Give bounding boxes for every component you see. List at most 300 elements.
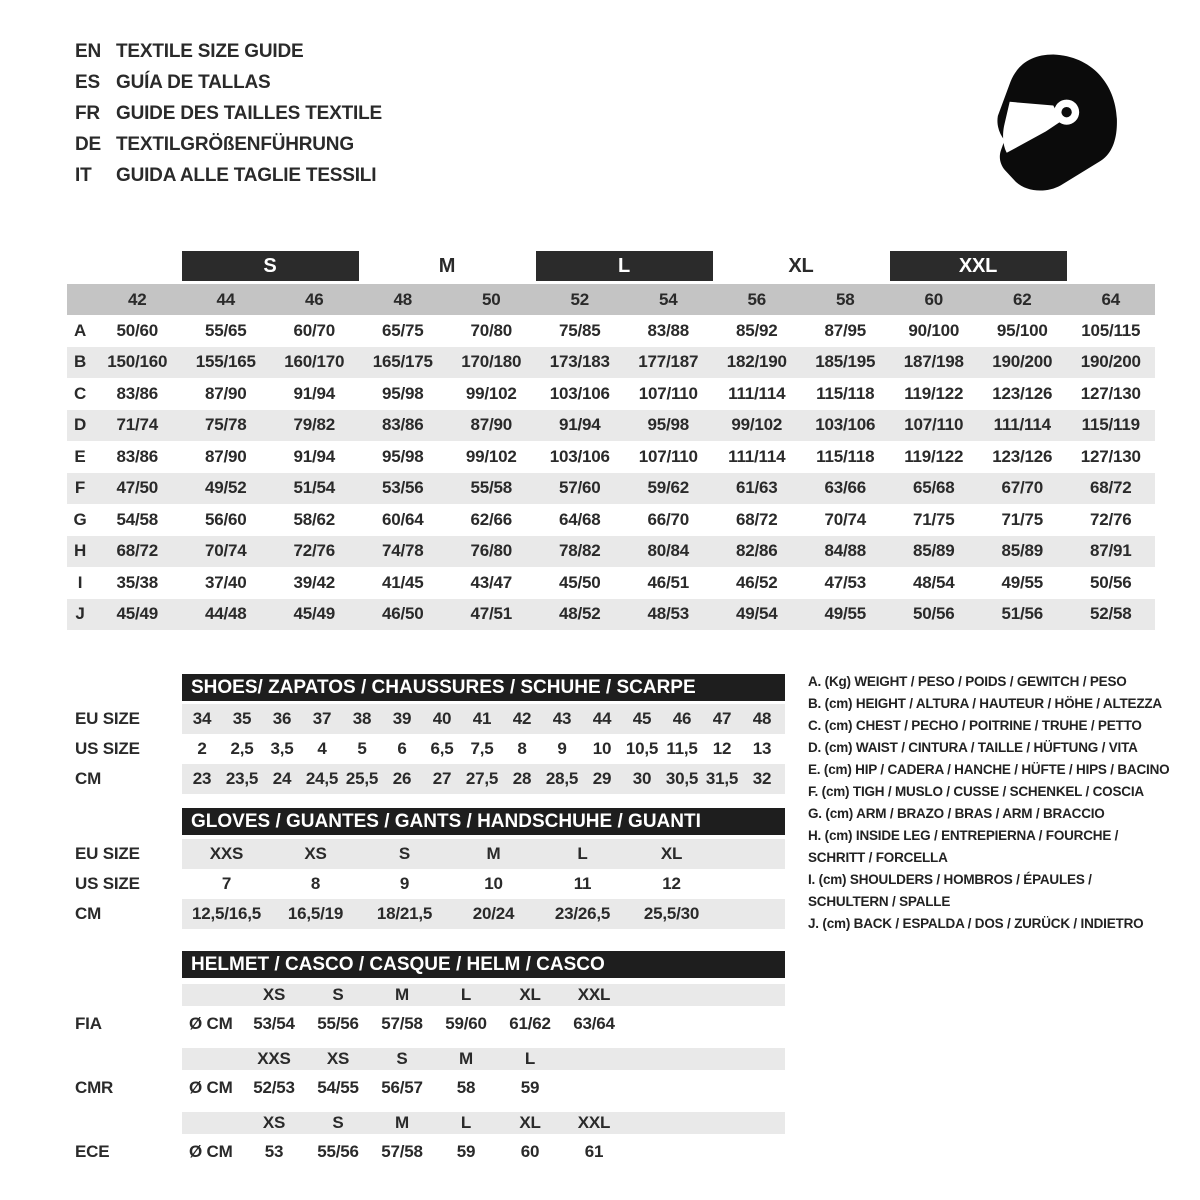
measurement-value: 60/70 <box>293 320 336 340</box>
size-54: 54 <box>658 289 678 309</box>
shoes-value: 11,5 <box>666 739 698 758</box>
measurement-value: 65/75 <box>381 320 424 340</box>
measurement-value: 43/47 <box>470 572 513 592</box>
legend-text: I. (cm) SHOULDERS / HOMBROS / ÉPAULES / <box>808 872 1092 887</box>
measurement-value: 87/95 <box>824 320 867 340</box>
measurement-value: 99/102 <box>465 383 517 403</box>
gloves-table-rows <box>75 839 795 929</box>
legend-item-h <box>808 825 1180 869</box>
language-title: TEXTILE SIZE GUIDE <box>116 40 304 62</box>
helmet-size-label: M <box>395 985 409 1004</box>
measurement-value: 61/63 <box>735 478 778 498</box>
gloves-value: 20/24 <box>472 904 515 923</box>
helmet-size-value: 56/57 <box>381 1078 423 1097</box>
gloves-row-label: US SIZE <box>75 874 140 893</box>
gloves-size-table <box>75 808 795 929</box>
measurement-value: 99/102 <box>731 415 783 435</box>
measurement-value: 68/72 <box>116 541 159 561</box>
gloves-row-label: CM <box>75 904 102 923</box>
gloves-row-cm <box>75 899 795 929</box>
measurement-value: 83/86 <box>381 415 424 435</box>
helmet-sizes-cells <box>182 1112 785 1134</box>
measurement-row-b <box>67 347 1155 379</box>
legend-item-i <box>808 869 1180 913</box>
shoes-value: 29 <box>592 769 612 788</box>
helmet-size-label: XL <box>519 1113 541 1132</box>
measurement-value: 41/45 <box>381 572 424 592</box>
measurement-value: 103/106 <box>549 383 610 403</box>
shoes-row-cells <box>182 734 785 764</box>
measurement-value: 62/66 <box>470 509 513 529</box>
gloves-value: 10 <box>484 874 503 893</box>
gloves-row-cells <box>182 869 785 899</box>
size-group-xxl: XXL <box>890 251 1067 281</box>
row-letter: D <box>73 415 87 435</box>
helmet-size-label: S <box>332 1113 344 1132</box>
helmet-size-label: L <box>524 1049 536 1068</box>
gloves-value: XL <box>660 844 683 863</box>
measurement-value: 95/98 <box>381 383 424 403</box>
measurement-value: 55/65 <box>204 320 247 340</box>
helmet-size-value: 61 <box>584 1142 604 1161</box>
shoes-value: 2,5 <box>230 739 254 758</box>
helmet-values-row-ece <box>75 1134 795 1170</box>
size-62: 62 <box>1012 289 1032 309</box>
measurement-value: 87/90 <box>204 446 247 466</box>
measurement-value: 46/51 <box>647 572 690 592</box>
helmet-size-label: XS <box>262 985 286 1004</box>
gloves-value: 23/26,5 <box>554 904 611 923</box>
size-group-row <box>67 251 1155 281</box>
measurement-value: 182/190 <box>726 352 787 372</box>
helmet-size-value: 59 <box>456 1142 476 1161</box>
shoes-value: 24 <box>272 769 292 788</box>
shoes-value: 46 <box>672 709 692 728</box>
racing-helmet-graphic <box>972 30 1142 215</box>
measurement-value: 91/94 <box>293 446 336 466</box>
size-44: 44 <box>216 289 235 309</box>
shoes-row-us-size <box>75 734 795 764</box>
measurement-value: 127/130 <box>1080 383 1141 403</box>
helmet-size-value: 55/56 <box>317 1014 359 1033</box>
gloves-value: 11 <box>573 874 592 893</box>
racing-helmet-icon <box>972 30 1142 215</box>
measurement-value: 50/60 <box>116 320 159 340</box>
measurement-value: 59/62 <box>647 478 690 498</box>
measurement-value: 82/86 <box>735 541 778 561</box>
gloves-row-cells <box>182 899 785 929</box>
measurement-value: 68/72 <box>1089 478 1132 498</box>
language-header <box>75 36 382 191</box>
measurement-value: 48/54 <box>912 572 955 592</box>
row-letter: F <box>74 478 86 498</box>
helmet-size-value: 59 <box>520 1078 540 1097</box>
gloves-value: S <box>398 844 411 863</box>
shoes-value: 6,5 <box>430 739 454 758</box>
legend-item-c <box>808 715 1180 737</box>
gloves-row-eu-size <box>75 839 795 869</box>
shoes-value: 9 <box>557 739 567 758</box>
shoes-value: 8 <box>517 739 527 758</box>
measurement-value: 107/110 <box>904 415 964 435</box>
measurement-value: 85/89 <box>912 541 955 561</box>
gloves-value: XS <box>304 844 327 863</box>
legend-text: SCHULTERN / SPALLE <box>808 894 951 909</box>
shoes-value: 36 <box>272 709 292 728</box>
measurement-value: 66/70 <box>647 509 690 529</box>
language-title: GUÍA DE TALLAS <box>116 71 271 93</box>
size-60: 60 <box>924 289 943 309</box>
shoes-table-rows <box>75 704 795 794</box>
measurement-value: 123/126 <box>992 446 1053 466</box>
measurement-value: 49/54 <box>735 604 778 624</box>
shoes-row-cells <box>182 704 785 734</box>
gloves-value: 8 <box>310 874 321 893</box>
measurement-value: 49/55 <box>824 604 867 624</box>
legend-text: B. (cm) HEIGHT / ALTURA / HAUTEUR / HÖHE / ALTEZZA <box>808 696 1162 711</box>
measurement-value: 39/42 <box>293 572 336 592</box>
row-letter: A <box>73 320 87 340</box>
helmet-standard-label: CMR <box>75 1078 114 1097</box>
helmet-size-value: 53/54 <box>253 1014 295 1033</box>
measurement-row-f <box>67 473 1155 505</box>
shoes-value: 47 <box>712 709 732 728</box>
row-letter: E <box>74 446 86 466</box>
measurement-value: 46/52 <box>735 572 778 592</box>
measurement-value: 49/55 <box>1001 572 1044 592</box>
helmet-size-table <box>75 951 795 1170</box>
measurement-value: 107/110 <box>638 383 698 403</box>
helmet-size-value: 59/60 <box>445 1014 487 1033</box>
gloves-table-title: GLOVES / GUANTES / GANTS / HANDSCHUHE / GUANTI <box>182 808 785 835</box>
shoes-table-title: SHOES/ ZAPATOS / CHAUSSURES / SCHUHE / SCARPE <box>182 674 785 701</box>
language-code: IT <box>75 164 92 186</box>
measurement-value: 45/49 <box>293 604 336 624</box>
measurement-value: 72/76 <box>293 541 336 561</box>
helmet-unit-label: Ø CM <box>189 1078 233 1097</box>
size-56: 56 <box>747 289 766 309</box>
measurement-value: 85/92 <box>735 320 778 340</box>
shoes-value: 34 <box>192 709 212 728</box>
size-group-m: M <box>438 254 456 277</box>
measurement-value: 50/56 <box>1089 572 1132 592</box>
shoes-value: 6 <box>397 739 407 758</box>
measurement-value: 91/94 <box>293 383 336 403</box>
helmet-sizes-row-ece <box>75 1112 795 1134</box>
helmet-size-label: XXL <box>577 1113 611 1132</box>
helmet-row-spacer <box>75 984 182 1006</box>
measurement-value: 49/52 <box>204 478 247 498</box>
row-letter: H <box>73 541 87 561</box>
shoes-value: 28 <box>512 769 532 788</box>
language-title: TEXTILGRÖßENFÜHRUNG <box>116 133 354 155</box>
shoes-value: 27 <box>432 769 452 788</box>
helmet-size-label: XXL <box>577 985 611 1004</box>
measurement-value: 48/52 <box>558 604 601 624</box>
helmet-table-rows <box>75 984 795 1170</box>
measurement-value: 123/126 <box>992 383 1053 403</box>
helmet-size-value: 57/58 <box>381 1142 423 1161</box>
measurement-row-j <box>67 599 1155 631</box>
measurement-value: 107/110 <box>638 446 698 466</box>
gloves-value: 7 <box>221 874 232 893</box>
legend-item-g <box>808 803 1180 825</box>
helmet-size-value: 52/53 <box>253 1078 295 1097</box>
measurement-value: 185/195 <box>815 352 876 372</box>
size-46: 46 <box>304 289 324 309</box>
legend-item-j <box>808 913 1180 935</box>
row-letter: C <box>73 383 87 403</box>
shoes-value: 38 <box>352 709 372 728</box>
shoes-row-label: EU SIZE <box>75 709 140 728</box>
shoes-value: 7,5 <box>470 739 494 758</box>
shoes-value: 24,5 <box>305 769 339 788</box>
gloves-value: M <box>486 844 501 863</box>
row-letter: J <box>75 604 85 624</box>
measurement-value: 71/74 <box>116 415 159 435</box>
measurement-value: 50/56 <box>912 604 955 624</box>
gloves-row-label: EU SIZE <box>75 844 140 863</box>
shoes-row-cm <box>75 764 795 794</box>
measurement-value: 45/49 <box>116 604 159 624</box>
shoes-row-cells <box>182 764 785 794</box>
shoes-value: 35 <box>232 709 252 728</box>
helmet-values-row-fia <box>75 1006 795 1042</box>
helmet-size-label: L <box>460 1113 472 1132</box>
shoes-value: 5 <box>357 739 367 758</box>
helmet-values-cells <box>182 1070 785 1106</box>
measurement-legend <box>808 671 1180 935</box>
language-row-en <box>75 36 382 67</box>
measurement-value: 190/200 <box>1080 352 1141 372</box>
measurement-row-a <box>67 315 1155 347</box>
language-code: DE <box>75 133 101 155</box>
helmet-values-row-cmr <box>75 1070 795 1106</box>
measurement-value: 150/160 <box>107 352 168 372</box>
helmet-size-label: XL <box>519 985 541 1004</box>
measurement-value: 95/98 <box>381 446 424 466</box>
shoes-value: 12 <box>712 739 732 758</box>
language-row-de <box>75 129 382 160</box>
measurement-value: 111/114 <box>728 446 786 466</box>
measurement-value: 76/80 <box>470 541 513 561</box>
measurement-value: 80/84 <box>647 541 690 561</box>
helmet-standard-label: FIA <box>75 1014 102 1033</box>
measurement-value: 84/88 <box>824 541 867 561</box>
helmet-size-label: XS <box>326 1049 350 1068</box>
language-title: GUIDA ALLE TAGLIE TESSILI <box>116 164 377 186</box>
helmet-size-label: L <box>460 985 472 1004</box>
measurement-value: 83/86 <box>116 383 159 403</box>
shoes-value: 41 <box>472 709 492 728</box>
helmet-size-value: 57/58 <box>381 1014 423 1033</box>
measurement-value: 78/82 <box>558 541 601 561</box>
row-letter: B <box>73 352 87 372</box>
shoes-value: 2 <box>197 739 207 758</box>
helmet-size-label: XXS <box>257 1049 291 1068</box>
helmet-size-label: M <box>459 1049 473 1068</box>
legend-item-b <box>808 693 1180 715</box>
measurement-value: 119/122 <box>904 446 964 466</box>
measurement-value: 75/85 <box>558 320 601 340</box>
measurement-value: 173/183 <box>549 352 610 372</box>
legend-text: J. (cm) BACK / ESPALDA / DOS / ZURÜCK / INDIETRO <box>808 916 1144 931</box>
helmet-size-value: 61/62 <box>509 1014 551 1033</box>
gloves-value: 18/21,5 <box>376 904 433 923</box>
helmet-sizes-cells <box>182 984 785 1006</box>
helmet-size-value: 54/55 <box>317 1078 359 1097</box>
measurement-value: 44/48 <box>204 604 247 624</box>
measurement-value: 187/198 <box>903 352 964 372</box>
measurement-row-h <box>67 536 1155 568</box>
measurement-value: 83/86 <box>116 446 159 466</box>
row-letter: G <box>73 509 87 529</box>
measurement-value: 165/175 <box>372 352 433 372</box>
legend-text: D. (cm) WAIST / CINTURA / TAILLE / HÜFTUNG / VITA <box>808 740 1138 755</box>
size-52: 52 <box>570 289 589 309</box>
helmet-unit-label: Ø CM <box>189 1142 233 1161</box>
shoes-value: 23 <box>192 769 212 788</box>
gloves-value: L <box>577 844 588 863</box>
legend-text: G. (cm) ARM / BRAZO / BRAS / ARM / BRACCIO <box>808 806 1105 821</box>
legend-text: H. (cm) INSIDE LEG / ENTREPIERNA / FOURCHE / <box>808 828 1119 843</box>
language-row-fr <box>75 98 382 129</box>
measurement-value: 37/40 <box>204 572 247 592</box>
gloves-value: 9 <box>399 874 410 893</box>
textile-size-table <box>67 251 1155 630</box>
measurement-value: 70/74 <box>824 509 867 529</box>
helmet-size-label: XS <box>262 1113 286 1132</box>
helmet-unit-label: Ø CM <box>189 1014 233 1033</box>
measurement-value: 64/68 <box>558 509 601 529</box>
measurement-row-c <box>67 378 1155 410</box>
legend-text: C. (cm) CHEST / PECHO / POITRINE / TRUHE / PETTO <box>808 718 1142 733</box>
measurement-row-i <box>67 567 1155 599</box>
shoes-value: 43 <box>552 709 572 728</box>
helmet-size-value: 63/64 <box>573 1014 615 1033</box>
measurement-row-d <box>67 410 1155 442</box>
shoes-value: 4 <box>317 739 327 758</box>
measurement-value: 72/76 <box>1089 509 1132 529</box>
language-row-it <box>75 160 382 191</box>
measurement-value: 115/118 <box>816 446 875 466</box>
measurement-value: 85/89 <box>1001 541 1044 561</box>
measurement-value: 53/56 <box>381 478 424 498</box>
measurement-value: 51/54 <box>293 478 336 498</box>
gloves-value: 16,5/19 <box>287 904 344 923</box>
shoes-value: 30,5 <box>665 769 699 788</box>
measurement-value: 67/70 <box>1001 478 1044 498</box>
measurement-value: 79/82 <box>293 415 336 435</box>
measurement-value: 56/60 <box>204 509 247 529</box>
measurement-value: 103/106 <box>549 446 610 466</box>
measurement-value: 127/130 <box>1080 446 1141 466</box>
size-64: 64 <box>1101 289 1120 309</box>
measurement-value: 60/64 <box>381 509 424 529</box>
measurement-value: 177/187 <box>638 352 699 372</box>
legend-item-e <box>808 759 1180 781</box>
shoes-value: 27,5 <box>465 769 499 788</box>
measurement-value: 68/72 <box>735 509 778 529</box>
shoes-value: 42 <box>512 709 532 728</box>
helmet-row-spacer <box>75 1048 182 1070</box>
size-group-l: L <box>536 251 713 281</box>
measurement-value: 57/60 <box>558 478 601 498</box>
helmet-table-title: HELMET / CASCO / CASQUE / HELM / CASCO <box>182 951 785 978</box>
shoes-value: 25,5 <box>345 769 379 788</box>
size-group-xl: XL <box>788 254 814 277</box>
size-58: 58 <box>835 289 855 309</box>
helmet-size-value: 58 <box>456 1078 476 1097</box>
measurement-value: 35/38 <box>116 572 159 592</box>
measurement-value: 46/50 <box>381 604 424 624</box>
language-code: FR <box>75 102 100 124</box>
helmet-row-spacer <box>75 1112 182 1134</box>
gloves-row-cells <box>182 839 785 869</box>
helmet-sizes-cells <box>182 1048 785 1070</box>
measurement-value: 115/118 <box>816 383 875 403</box>
measurement-value: 155/165 <box>195 352 256 372</box>
measurement-value: 90/100 <box>908 320 960 340</box>
shoes-value: 3,5 <box>270 739 294 758</box>
measurement-value: 95/100 <box>996 320 1048 340</box>
measurement-row-e <box>67 441 1155 473</box>
size-42: 42 <box>127 289 147 309</box>
shoes-value: 31,5 <box>705 769 739 788</box>
measurement-value: 45/50 <box>558 572 601 592</box>
size-group-s: S <box>182 251 359 281</box>
measurement-value: 51/56 <box>1001 604 1044 624</box>
measurement-value: 87/90 <box>204 383 247 403</box>
gloves-value: XXS <box>209 844 244 863</box>
helmet-size-value: 53 <box>264 1142 284 1161</box>
shoes-row-label: US SIZE <box>75 739 140 758</box>
shoes-row-label: CM <box>75 769 102 788</box>
gloves-value: 12 <box>662 874 681 893</box>
measurement-value: 83/88 <box>647 320 690 340</box>
legend-text: E. (cm) HIP / CADERA / HANCHE / HÜFTE / HIPS / BACINO <box>808 762 1170 777</box>
measurement-value: 52/58 <box>1089 604 1132 624</box>
measurement-value: 47/51 <box>470 604 513 624</box>
helmet-size-value: 55/56 <box>317 1142 359 1161</box>
measurement-value: 91/94 <box>558 415 601 435</box>
measurement-value: 111/114 <box>993 415 1051 435</box>
shoes-value: 10,5 <box>625 739 659 758</box>
shoes-value: 40 <box>432 709 452 728</box>
shoes-size-table <box>75 674 795 794</box>
row-letter: I <box>77 572 83 592</box>
measurement-value: 103/106 <box>815 415 876 435</box>
shoes-value: 44 <box>592 709 612 728</box>
size-band-row <box>67 284 1155 315</box>
measurement-value: 63/66 <box>824 478 867 498</box>
helmet-size-label: S <box>332 985 344 1004</box>
gloves-value: 12,5/16,5 <box>191 904 262 923</box>
legend-item-d <box>808 737 1180 759</box>
measurement-value: 170/180 <box>461 352 522 372</box>
measurement-value: 47/50 <box>116 478 159 498</box>
helmet-size-label: M <box>395 1113 409 1132</box>
shoes-value: 23,5 <box>225 769 259 788</box>
helmet-standard-label: ECE <box>75 1142 110 1161</box>
size-50: 50 <box>481 289 501 309</box>
helmet-values-cells <box>182 1134 785 1170</box>
shoes-row-eu-size <box>75 704 795 734</box>
language-row-es <box>75 67 382 98</box>
language-title: GUIDE DES TAILLES TEXTILE <box>116 102 382 124</box>
measurement-value: 160/170 <box>284 352 345 372</box>
gloves-value: 25,5/30 <box>643 904 700 923</box>
